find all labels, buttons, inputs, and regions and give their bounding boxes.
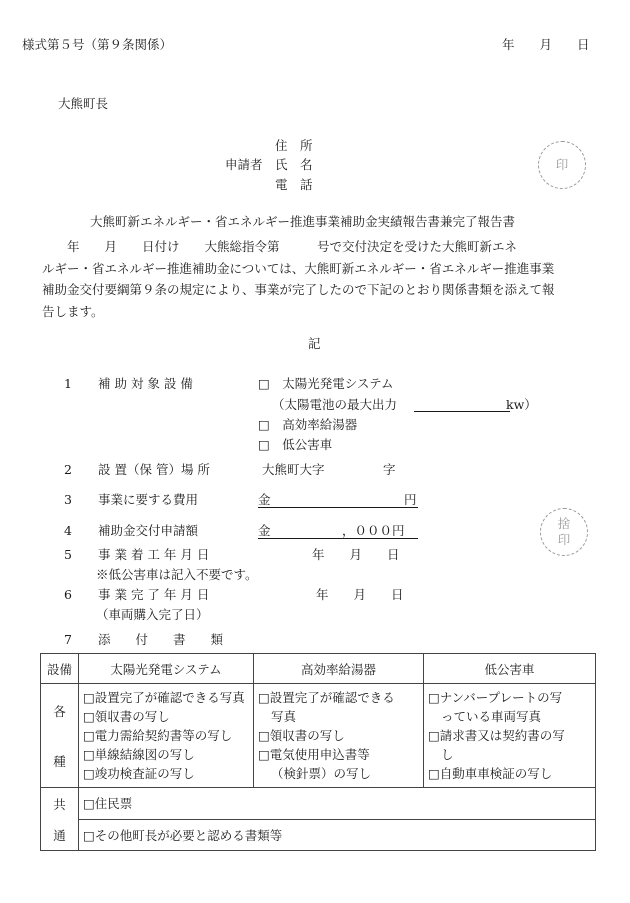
header-equipment: 設備 [41,654,79,684]
item2-number: 2 [64,462,72,477]
item4-underline [258,538,418,539]
side-each-char1: 各 [53,703,66,719]
body-line-2: ルギー・省エネルギー推進補助金については、大熊町新エネルギー・省エネルギー推進事業 [42,260,555,276]
form-number: 様式第５号（第９条関係） [22,37,173,52]
item1-capacity-underline [414,411,510,412]
item1-option-solar: □ 太陽光発電システム [258,376,394,391]
common-doc-other: □その他町長が必要と認める書類等 [79,819,596,851]
item3-label: 事業に要する費用 [98,492,199,507]
item2-place: 大熊町大字 [262,462,325,477]
attachments-table [40,653,596,851]
item1-solar-capacity-label: （太陽電池の最大出力 [272,397,398,412]
address-label: 住 所 [275,138,313,153]
item1-label: 補 助 対 象 設 備 [98,376,193,391]
item3-number: 3 [64,492,72,507]
item4-number: 4 [64,523,72,538]
table-row-each [41,684,596,788]
item4-amount: ，０００円 [342,523,405,538]
vehicle-doc-invoice-cont: し [441,747,454,762]
item6-number: 6 [64,587,72,602]
seal-mark: 印 [538,141,586,189]
item3-yen-prefix: 金 [258,492,271,507]
item2-label: 設 置（保 管）場 所 [98,462,210,477]
item5-note: ※低公害車は記入不要です。 [96,567,258,582]
vehicle-doc-invoice: □請求書又は契約書の写 [428,728,565,743]
item6-note: （車両購入完了日） [96,607,209,622]
body-line-1: 年 月 日付け 大熊総指令第 号で交付決定を受けた大熊町新エネ [42,239,518,254]
water-heater-doc-electric-application: □電気使用申込書等 [258,747,370,762]
solar-doc-photo: □設置完了が確認できる写真 [83,690,245,705]
document-title: 大熊町新エネルギー・省エネルギー推進事業補助金実績報告書兼完了報告書 [90,214,516,229]
item6-date: 年 月 日 [316,587,404,602]
solar-doc-wiring-diagram: □単線結線図の写し [83,747,195,762]
header-water-heater: 高効率給湯器 [254,654,424,684]
item4-label: 補助金交付申請額 [98,523,199,538]
solar-doc-power-contract: □電力需給契約書等の写し [83,728,233,743]
side-common-char1: 共 [53,796,66,812]
item1-capacity-unit: kw） [506,397,537,412]
water-heater-docs [254,684,424,788]
header-vehicle: 低公害車 [424,654,596,684]
water-heater-doc-meter-slip: （検針票）の写し [271,766,372,781]
vehicle-doc-inspection-cert: □自動車車検証の写し [428,766,553,781]
solar-doc-inspection: □竣功検査証の写し [83,766,195,781]
vehicle-doc-plate-photo-cont: っている車両写真 [441,709,542,724]
side-each-char2: 種 [53,753,66,769]
table-row-common-1 [41,788,596,820]
discard-seal-mark [540,508,588,556]
header-solar: 太陽光発電システム [79,654,254,684]
item1-option-water-heater: □ 高効率給湯器 [258,417,358,432]
side-common [41,788,79,851]
name-label: 氏 名 [275,157,313,172]
submission-date: 年 月 日 [502,37,590,52]
item3-yen-suffix: 円 [404,492,417,507]
solar-docs [79,684,254,788]
discard-seal-line2: 印 [557,532,571,547]
item1-option-low-emission-car: □ 低公害車 [258,437,333,452]
water-heater-doc-receipt: □領収書の写し [258,728,345,743]
body-paragraph [42,236,588,322]
ki-heading: 記 [308,336,321,351]
side-each [41,684,79,788]
item5-date: 年 月 日 [312,547,400,562]
addressee: 大熊町長 [58,96,109,111]
side-common-char2: 通 [53,827,66,843]
item7-number: 7 [64,632,72,647]
vehicle-doc-plate-photo: □ナンバープレートの写 [428,690,563,705]
item6-label: 事 業 完 了 年 月 日 [98,587,210,602]
body-line-3: 補助金交付要綱第９条の規定により、事業が完了したので下記のとおり関係書類を添えて報 [42,282,555,298]
water-heater-doc-photo-cont: 写真 [271,709,297,724]
discard-seal-line1: 捨 [557,516,571,532]
applicant-label: 申請者 [225,157,263,172]
vehicle-docs [424,684,596,788]
item3-underline [258,507,418,508]
table-header-row [41,654,596,684]
table-row-common-2 [41,819,596,851]
solar-doc-receipt: □領収書の写し [83,709,170,724]
item5-label: 事 業 着 工 年 月 日 [98,547,210,562]
item2-aza: 字 [383,462,396,477]
phone-label: 電 話 [275,177,313,192]
water-heater-doc-photo: □設置完了が確認できる [258,690,395,705]
item1-number: 1 [64,376,72,391]
item7-label: 添 付 書 類 [98,632,224,647]
item4-yen-prefix: 金 [258,523,271,538]
body-line-4: 告します。 [42,303,104,319]
common-doc-residence: □住民票 [79,788,596,820]
item5-number: 5 [64,547,72,562]
